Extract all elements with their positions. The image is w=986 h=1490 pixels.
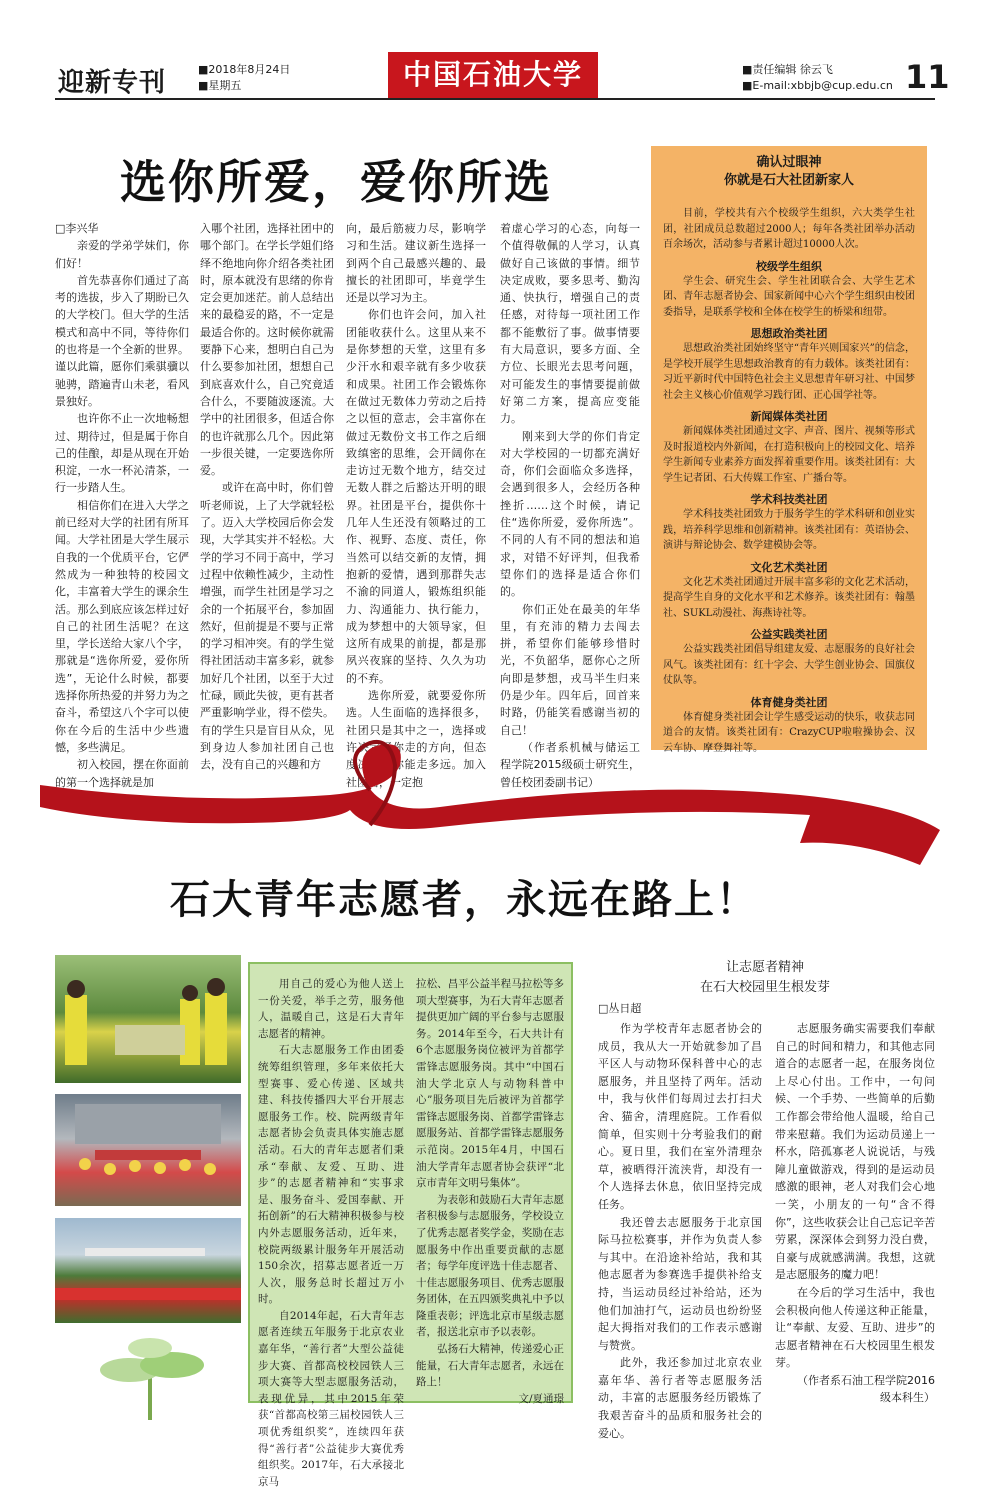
paragraph: 刚来到大学的你们肯定对大学校园的一切都充满好奇，你们会面临众多选择，会遇到很多人，会经历各种挫折……这个时候，请记住“选你所爱，爱你所选”。不同的人有不同的想法和追求，对错不好评判，但我希望你们的选择是适合你们的。 [500, 429, 640, 599]
page-number: 11 [905, 58, 950, 96]
paragraph: 我还曾去志愿服务于北京国际马拉松赛事，并作为负责人参与其中。在沿途补给站，我和其他志愿者为参赛选手提供补给支持，当运动员经过补给站，还为他们加油打气，运动员也纷纷竖起大拇指对我们的工作表示感谢与赞赏。 [598, 1215, 762, 1352]
side-title-line2: 在石大校园里生根发芽 [699, 980, 830, 995]
article1-title: 选你所爱，爱你所选 [120, 155, 552, 209]
sidebar-section-text: 新闻媒体类社团通过文字、声音、图片、视频等形式及时报道校内外新闻，在打造积极向上的校园文化、培养学生新闻专业素养方面发挥着重要作用。该类社团有：大学生记者团、石大传媒工作室、广播台等。 [663, 426, 915, 484]
sidebar-intro: 目前，学校共有六个校级学生组织，六大类学生社团，社团成员总数超过2000人；每年各类社团举办活动百余场次，活动参与者累计超过10000人次。 [663, 208, 915, 250]
article2-title: 石大青年志愿者，永远在路上！ [170, 876, 758, 923]
children-group [55, 1094, 241, 1206]
sidebar-section-title: 新闻媒体类社团 [750, 410, 828, 423]
masthead-logo: 中国石油大学 [388, 52, 598, 98]
paragraph: 着虚心学习的心态，向每一个值得敬佩的人学习，认真做好自己该做的事情。细节决定成败，要多思考、勤沟通、快执行，增强自己的责任感，对待每一项社团工作都不能敷衍了事。做事情要有大局意识，要多方面、全方位、长眼光去思考问题，对可能发生的事情要提前做好第二方案，提高应变能力。 [500, 222, 640, 426]
paragraph: 自2014年起，石大青年志愿者连续五年服务于北京农业嘉年华，“善行者”大型公益徒步大赛、首都高校校园铁人三项大赛等大型志愿服务活动，表现优异，其中2015年荣获“首都高校第三届校园铁人三项优秀组织奖”，连续四年获得“善行者”公益徒步大赛优秀组织奖。2017年，石大承接北京马 [258, 1309, 404, 1488]
paragraph: 弘扬石大精神，传递爱心正能量，石大青年志愿者，永远在路上！ [416, 1343, 564, 1389]
paragraph: 选你所爱，就要爱你所选。人生面临的选择很多，社团只是其中之一，选择或许决定了你走的方向，但态度决定了你能走多远。加入社团后，一定抱 [346, 689, 486, 789]
issue-meta [198, 62, 290, 94]
paragraph: 你们正处在最美的年华里，有充沛的精力去闯去拼，希望你们能够珍惜时光，不负韶华，愿你心之所向即是梦想，戎马半生归来仍是少年。四年后，回首来时路，仍能笑看感谢当初的自己！ [500, 602, 640, 737]
side-story-title [600, 958, 930, 998]
green-col2 [416, 976, 564, 1405]
article1-col4 [500, 220, 640, 789]
sidebar-section-title: 校级学生组织 [756, 259, 822, 273]
sidebar-section-text: 思想政治类社团始终坚守“青年兴则国家兴”的信念，是学校开展学生思想政治教育的有力载体。该类社团有：习近平新时代中国特色社会主义思想青年研习社、中国梦社会主义核心价值观学习践行团、正心国学社等。 [663, 343, 915, 401]
sidebar-subtitle: 你就是石大社团新家人 [723, 173, 854, 188]
side-col1 [598, 1020, 762, 1440]
volunteers-photo-2 [55, 1094, 241, 1206]
article1-col3 [346, 220, 486, 789]
paragraph: 你们也许会问，加入社团能收获什么。这里从来不是你梦想的天堂，这里有多少汗水和艰辛就有多少收获和成果。社团工作会锻炼你在做过无数体力劳动之后持之以恒的意志，会丰富你在做过无数份文书工作之后细致缜密的思维，会开阔你在走访过无数个地方，结交过无数人群之后豁达开明的眼界。社团是平台，提供你十几年人生还没有领略过的工作、视野、态度、责任，你当然可以结交新的友情，拥抱新的爱情，遇到那群失志不渝的同道人，锻炼组织能力、沟通能力、执行能力，成为梦想中的大领导家，但这所有成果的前提，都是那夙兴夜寐的坚持、久久为功的不弃。 [346, 308, 486, 685]
side-byline: □丛日超 [598, 1002, 642, 1015]
green-col1 [258, 976, 404, 1488]
sidebar-section-text: 学术科技类社团致力于服务学生的学术科研和创业实践，培养科学思维和创新精神。该类社团有：英语协会、演讲与辩论协会、数学建模协会等。 [663, 509, 915, 551]
paragraph: 初入校园，摆在你面前的第一个选择就是加 [55, 758, 189, 789]
editor-meta [742, 62, 893, 94]
sidebar-section-title: 文化艺术类社团 [750, 560, 828, 574]
volunteers-figures [55, 955, 241, 1083]
paragraph: 为表彰和鼓励石大青年志愿者积极参与志愿服务，学校设立了优秀志愿者奖学金，奖励在志愿服务中作出重要贡献的志愿者；每学年度评选十佳志愿者、十佳志愿服务项目、优秀志愿服务团体，在五四颁奖典礼中予以隆重表彰；评选北京市星级志愿者，报送北京市予以表彰。 [416, 1193, 564, 1339]
paragraph: （作者系机械与储运工程学院2015级硕士研究生，曾任校团委副书记） [500, 740, 640, 789]
paragraph: 相信你们在进入大学之前已经对大学的社团有所耳闻。大学社团是大学生展示自我的一个优质平台，它俨然成为一种独特的校园文化，丰富着大学生的课余生活。那么到底应该怎样过好自己的社团生活呢？在这里，学长送给大家八个字，那就是“选你所爱，爱你所选”，无论什么时候，都要选择你所热爱的并努力为之奋斗，希望这八个字可以使你在今后的生活中少些遗憾，多些满足。 [55, 498, 189, 754]
paragraph: 入哪个社团，选择社团中的哪个部门。在学长学姐们络绎不绝地向你介绍各类社团时，原本就没有思绪的你肯定会更加迷茫。前人总结出来的最稳妥的路，不一定是最适合你的。这时候你就需要静下心来，想明白自己为什么要参加社团，想想自己到底喜欢什么，自己究竟适合什么，不要随波逐流。大学中的社团很多，但适合你的也许就那么几个。因此第一步很关键，一定要选你所爱。 [200, 222, 334, 478]
paragraph: 用自己的爱心为他人送上一份关爱，举手之劳，服务他人，温暖自己，这是石大青年志愿者的精神。 [258, 978, 404, 1040]
editor-name: ■责任编辑 徐云飞 [742, 63, 833, 76]
sidebar-section-title: 公益实践类社团 [750, 628, 828, 641]
paragraph: 或许在高中时，你们曾听老师说，上了大学就轻松了。迈入大学校园后你会发现，大学其实并不轻松。大学的学习不同于高中，学习过程中依赖性减少，主动性增强，而学生社团是学习之余的一个拓展平台，参加固然好，但前提是不要与正常的学习相冲突。有的学生觉得社团活动丰富多彩，就参加好几个社团，以至于大过忙碌，顾此失彼，更有甚者严重影响学业，得不偿失。有的学生只是盲目从众，见到身边人参加社团自己也去，没有自己的兴趣和方 [200, 481, 334, 772]
author-credit: 文/夏通璟 [518, 1392, 564, 1405]
sidebar-section-title: 思想政治类社团 [750, 327, 828, 340]
paragraph: 作为学校青年志愿者协会的成员，我从大一开始就参加了昌平区人与动物环保科普中心的志愿服务，并且坚持了两年。活动中，我与伙伴们每周过去打扫犬舍、猫舍，清理庭院。工作看似简单，但实则十分考验我们的耐心。夏日里，我们在室外清理杂草，被晒得汗流浃背，却没有一个人选择去休息，依旧坚持完成任务。 [598, 1022, 762, 1211]
side-col2 [775, 1020, 935, 1415]
sidebar-section-text: 学生会、研究生会、学生社团联合会、大学生艺术团、青年志愿者协会、国家新闻中心六个学生组织由校团委指导，是联系学校和全体在校学生的桥梁和纽带。 [663, 275, 915, 318]
paragraph: 石大志愿服务工作由团委统筹组织管理，多年来依托大型赛事、爱心传递、区域共建、科技传播四大平台开展志愿服务工作。校、院两级青年志愿者协会负责具体实施志愿活动。石大的青年志愿者们秉承“奉献、友爱、互助、进步”的志愿者精神和“实事求是、服务奋斗、爱国奉献、开拓创新”的石大精神积极参与校内外志愿服务活动，近年来，校院两级累计服务年开展活动150余次，招募志愿者近一万人次，服务总时长超过万小时。 [258, 1044, 404, 1306]
tree-icon [60, 1330, 240, 1420]
paragraph: 首先恭喜你们通过了高考的选拔，步入了期盼已久的大学校门。但大学的生活模式和高中不同，等待你们的也将是一个全新的世界。谨以此篇，愿你们乘骐骥以驰骋，踏遍青山未老，看风景独好。 [55, 273, 189, 408]
paragraph: 亲爱的学弟学妹们，你们好！ [55, 239, 189, 270]
paragraph: 也许你不止一次地畅想过、期待过，但是属于你自己的佳酿，却是从现在开始积淀，一水一杯沁清茶，一行一步踏人生。 [55, 412, 189, 495]
side-title-line1: 让志愿者精神 [725, 960, 804, 975]
crowd-scene [55, 1218, 241, 1323]
issue-date: ■2018年8月24日 [198, 63, 291, 76]
heart-ribbon-divider [40, 735, 960, 875]
paragraph: 向，最后筋疲力尽，影响学习和生活。建议新生选择一到两个自己最感兴趣的、最擅长的社团即可，毕竟学生还是以学习为主。 [346, 222, 486, 305]
sidebar-section-title: 学术科技类社团 [750, 493, 828, 506]
article1-col2 [200, 220, 334, 772]
club-sidebar [651, 146, 927, 754]
section-title: 迎新专刊 [58, 68, 167, 98]
volunteers-photo-3 [55, 1218, 241, 1323]
volunteers-photo-1 [55, 955, 241, 1083]
header-rule [55, 98, 935, 100]
article1-col1 [55, 220, 189, 789]
sidebar-section-title: 体育健身类社团 [750, 695, 828, 709]
paragraph: 志愿服务确实需要我们奉献自己的时间和精力，和其他志同道合的志愿者一起，在服务岗位上尽心付出。工作中，一句问候、一个手势、一些简单的后勤工作都会带给他人温暖，给自己带来慰藉。我们为运动员递上一杯水，陪孤寡老人说说话，与残障儿童做游戏，得到的是运动员感激的眼神，老人对我们会心地一笑，小朋友的一句“含不得你”，这些收获会让自己忘记辛苦劳累，深深体会到努力没白费，自豪与成就感满满。我想，这就是志愿服务的魔力吧！ [775, 1022, 935, 1282]
paragraph: 此外，我还参加过北京农业嘉年华、善行者等志愿服务活动，丰富的志愿服务经历锻炼了我艰苦奋斗的品质和服务社会的爱心。 [598, 1356, 762, 1440]
sidebar-section-text: 公益实践类社团倡导组建友爱、志愿服务的良好社会风气。该类社团有：红十字会、大学生创业协会、国旗仪仗队等。 [663, 644, 915, 686]
sidebar-section-text: 文化艺术类社团通过开展丰富多彩的文化艺术活动，提高学生自身的文化水平和艺术修养。该类社团有：翰墨社、SUKL动漫社、海燕诗社等。 [663, 576, 915, 619]
article1-byline: □李兴华 [55, 222, 99, 235]
sidebar-title: 确认过眼神 [756, 155, 822, 170]
volunteer-story-box [248, 962, 573, 1488]
issue-weekday: ■星期五 [198, 79, 242, 92]
author-credit: （作者系石油工程学院2016级本科生） [797, 1373, 935, 1405]
sidebar-section-text: 体育健身类社团会让学生感受运动的快乐，收获志同道合的友情。该类社团有：CrazyCUP啦啦操协会、汉云车协、摩登舞社等。 [663, 711, 915, 754]
paragraph: 在今后的学习生活中，我也会积极向他人传递这种正能量，让“奉献、友爱、互助、进步”的志愿者精神在石大校园里生根发芽。 [775, 1285, 935, 1370]
editor-email: ■E-mail:xbbjb@cup.edu.cn [742, 79, 893, 92]
paragraph: 拉松、昌平公益半程马拉松等多项大型赛事，为石大青年志愿者提供更加广阔的平台参与志愿服务。2014年至今，石大共计有6个志愿服务岗位被评为首都学雷锋志愿服务岗。其中“中国石油大学北京人与动物科普中心”服务项目先后被评为首都学雷锋志愿服务岗、首都学雷锋志愿服务站、首都学雷锋志愿服务示范岗。2015年4月，中国石油大学青年志愿者协会获评“北京市青年文明号集体”。 [416, 978, 564, 1190]
